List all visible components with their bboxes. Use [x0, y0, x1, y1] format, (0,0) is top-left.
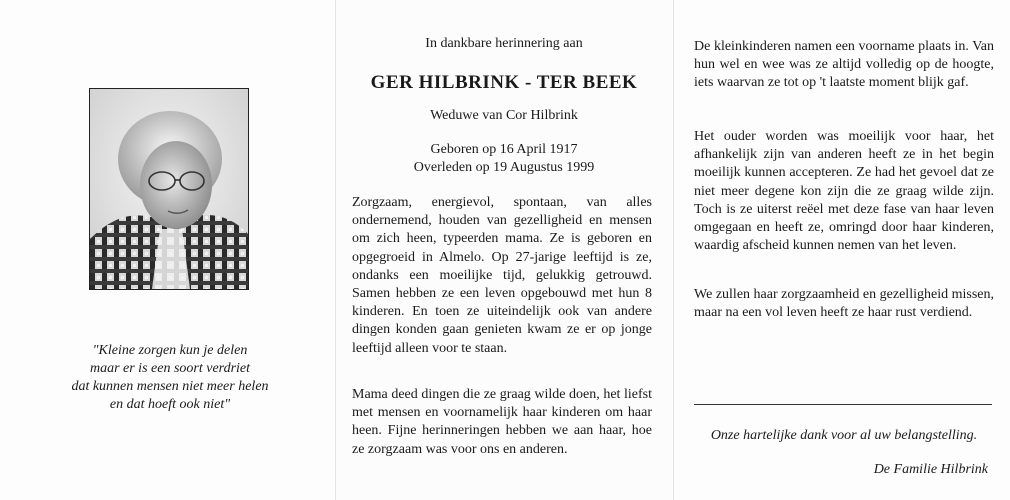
- fold-line-right: [673, 0, 674, 500]
- poem: [40, 342, 300, 414]
- intro-line: In dankbare herinnering aan: [425, 36, 583, 51]
- birth-date: Geboren op 16 April 1917: [430, 142, 578, 157]
- deceased-name: GER HILBRINK - TER BEEK: [370, 72, 638, 93]
- right-paragraph-2: Het ouder worden was moeilijk voor haar, het afhankelijk zijn van anderen heeft ze in het begin moeilijk kunnen accepteren. Ze had het gevoel dat ze niet meer degene kon zijn die ze graag wilde zijn. Toch is ze uiterst reëel met deze fase van haar leven omgegaan en heeft ze, omringd door haar kinderen, waardig afscheid kunnen nemen van het leven.: [694, 129, 994, 254]
- family-signature: De Familie Hilbrink: [873, 462, 988, 477]
- portrait-photo: [89, 88, 249, 290]
- widow-line: Weduwe van Cor Hilbrink: [430, 108, 578, 123]
- right-paragraph-1: De kleinkinderen namen een voorname plaats in. Van hun wel en wee was ze altijd volledig op de hoogte, iets waarvan ze tot op 't laatste moment blijk gaf.: [694, 39, 994, 91]
- death-date: Overleden op 19 Augustus 1999: [413, 160, 595, 175]
- poem-line: dat kunnen mensen niet meer helen: [71, 379, 269, 394]
- poem-line: en dat hoeft ook niet": [109, 397, 231, 412]
- right-paragraph-3: We zullen haar zorgzaamheid en gezelligheid missen, maar na een vol leven heeft ze haar rust verdiend.: [694, 287, 994, 321]
- divider-line: [694, 404, 992, 405]
- thanks-line: Onze hartelijke dank voor al uw belangstelling.: [710, 428, 978, 443]
- poem-line: "Kleine zorgen kun je delen: [92, 343, 248, 358]
- middle-paragraph-2: Mama deed dingen die ze graag wilde doen, het liefst met mensen en voornamelijk haar kinderen om haar heen. Fijne herinneringen hebben we aan haar, hoe ze zorgzaam was voor ons en anderen.: [352, 387, 652, 457]
- middle-paragraph-1: Zorgzaam, energievol, spontaan, van alles ondernemend, houden van gezelligheid en mensen om zich heen, typeerden mama. Ze is geboren en opgegroeid in Almelo. Op 27-jarige leeftijd is ze, ondanks een moeilijke tijd, gelukkig getrouwd. Samen hebben ze een leven opgebouwd met hun 8 kinderen. En toen ze uiteindelijk ook van andere dingen konden gaan genieten kwam ze er op jonge leeftijd alleen voor te staan.: [352, 195, 652, 356]
- poem-line: maar er is een soort verdriet: [89, 361, 251, 376]
